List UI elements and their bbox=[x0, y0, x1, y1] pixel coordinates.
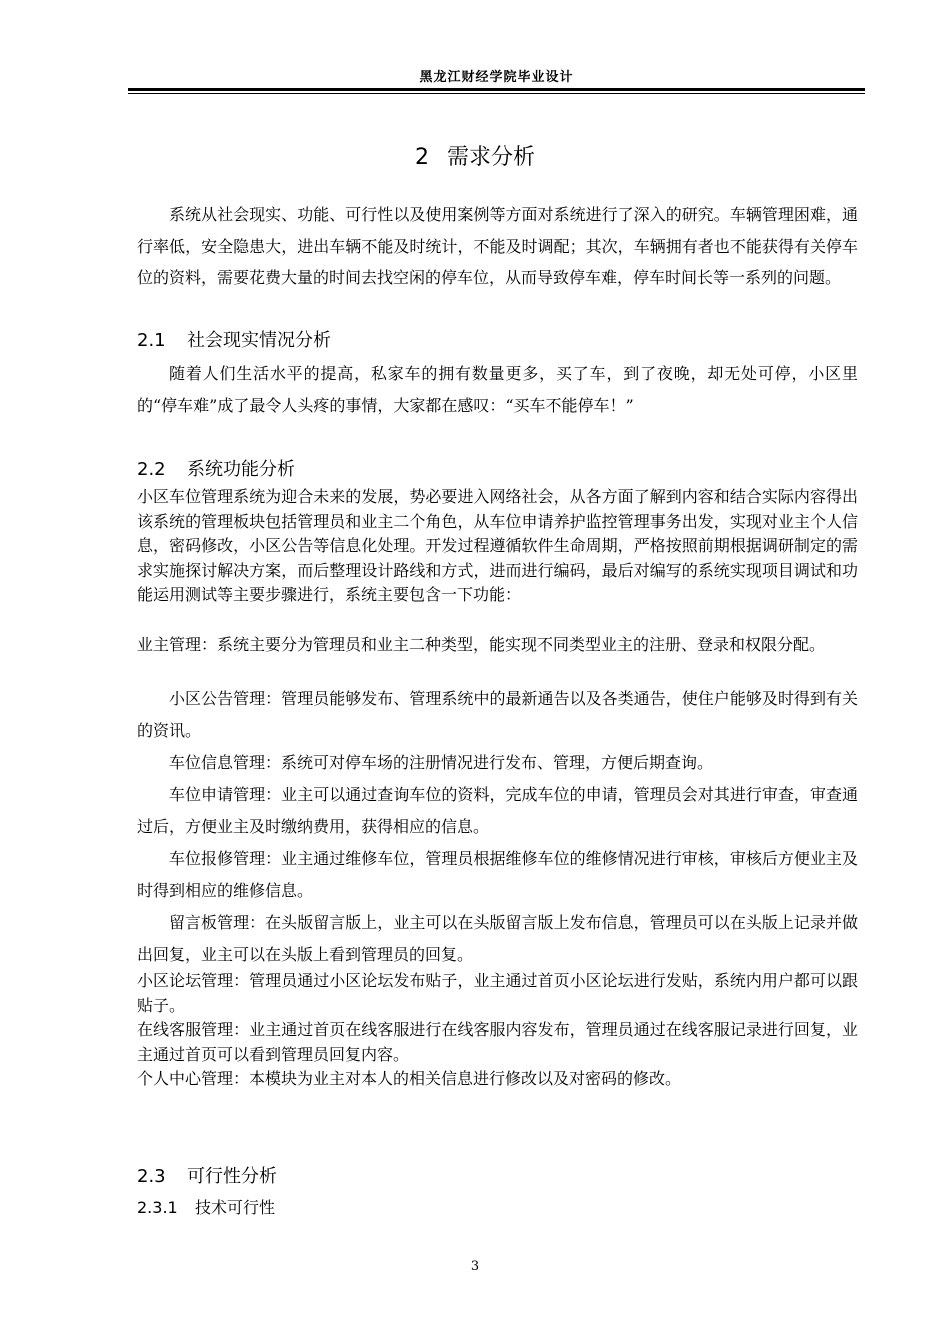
forum-management-paragraph: 小区论坛管理：管理员通过小区论坛发布贴子，业主通过首页小区论坛进行发贴，系统内用户都可以跟贴子。 bbox=[137, 971, 858, 1015]
space-apply-paragraph: 车位申请管理：业主可以通过查询车位的资料，完成车位的申请，管理员会对其进行审查，审查通过后，方便业主及时缴纳费用，获得相应的信息。 bbox=[137, 785, 858, 836]
message-board-paragraph: 留言板管理：在头版留言版上，业主可以在头版留言版上发布信息，管理员可以在头版上记录并做出回复，业主可以在头版上看到管理员的回复。 bbox=[137, 913, 858, 964]
function-overview-paragraph: 小区车位管理系统为迎合未来的发展，势必要进入网络社会，从各方面了解到内容和结合实际内容得出该系统的管理板块包括管理员和业主二个角色，从车位申请养护监控管理事务出发，实现对业主个人信息，密码修改，小区公告等信息化处理。开发过程遵循软件生命周期，严格按照前期根据调研制定的需求实施探讨解决方案，而后整理设计路线和方式，进而进行编码，最后对编写的系统实现项目调试和功能运用测试等主要步骤进行，系统主要包含一下功能： bbox=[137, 487, 858, 604]
section-heading-2-3 bbox=[137, 1162, 277, 1188]
service-management-paragraph: 在线客服管理：业主通过首页在线客服进行在线客服内容发布，管理员通过在线客服记录进行回复，业主通过首页可以看到管理员回复内容。 bbox=[137, 1020, 858, 1064]
space-info-paragraph: 车位信息管理：系统可对停车场的注册情况进行发布、管理，方便后期查询。 bbox=[169, 753, 714, 772]
social-analysis-paragraph: 随着人们生活水平的提高，私家车的拥有数量更多，买了车，到了夜晚，却无处可停，小区里的“停车难”成了最令人头疼的事情，大家都在感叹：“买车不能停车！” bbox=[137, 364, 858, 415]
repair-management-paragraph: 车位报修管理：业主通过维修车位，管理员根据维修车位的维修情况进行审核，审核后方便业主及时得到相应的维修信息。 bbox=[137, 849, 858, 900]
section-number: 2.3.1 bbox=[137, 1198, 178, 1217]
section-number: 2.3 bbox=[137, 1166, 166, 1187]
section-heading-2-3-1 bbox=[137, 1195, 275, 1218]
section-title: 技术可行性 bbox=[195, 1198, 276, 1217]
header-rule-thin bbox=[128, 93, 865, 94]
chapter-number: 2 bbox=[414, 145, 429, 170]
personal-center-paragraph: 个人中心管理：本模块为业主对本人的相关信息进行修改以及对密码的修改。 bbox=[137, 1069, 682, 1088]
section-title: 社会现实情况分析 bbox=[187, 330, 331, 351]
section-heading-2-2 bbox=[137, 455, 295, 481]
intro-paragraph: 系统从社会现实、功能、可行性以及使用案例等方面对系统进行了深入的研究。车辆管理困难，通行率低，安全隐患大，进出车辆不能及时统计，不能及时调配；其次，车辆拥有者也不能获得有关停车位的资料，需要花费大量的时间去找空闲的停车位，从而导致停车难，停车时间长等一系列的问题。 bbox=[137, 205, 858, 287]
page-number: 3 bbox=[470, 1259, 480, 1274]
notice-management-paragraph: 小区公告管理：管理员能够发布、管理系统中的最新通告以及各类通告，使住户能够及时得到有关的资讯。 bbox=[137, 689, 858, 740]
chapter-title bbox=[0, 140, 950, 171]
section-title: 系统功能分析 bbox=[187, 459, 295, 480]
header-rule-thick bbox=[128, 88, 865, 91]
section-number: 2.2 bbox=[137, 459, 166, 480]
running-header: 黑龙江财经学院毕业设计 bbox=[419, 70, 574, 85]
section-number: 2.1 bbox=[137, 330, 166, 351]
section-title: 可行性分析 bbox=[187, 1166, 277, 1187]
chapter-title-text: 需求分析 bbox=[446, 145, 535, 170]
owner-management-paragraph: 业主管理：系统主要分为管理员和业主二种类型，能实现不同类型业主的注册、登录和权限分配。 bbox=[137, 635, 826, 654]
section-heading-2-1 bbox=[137, 326, 331, 352]
